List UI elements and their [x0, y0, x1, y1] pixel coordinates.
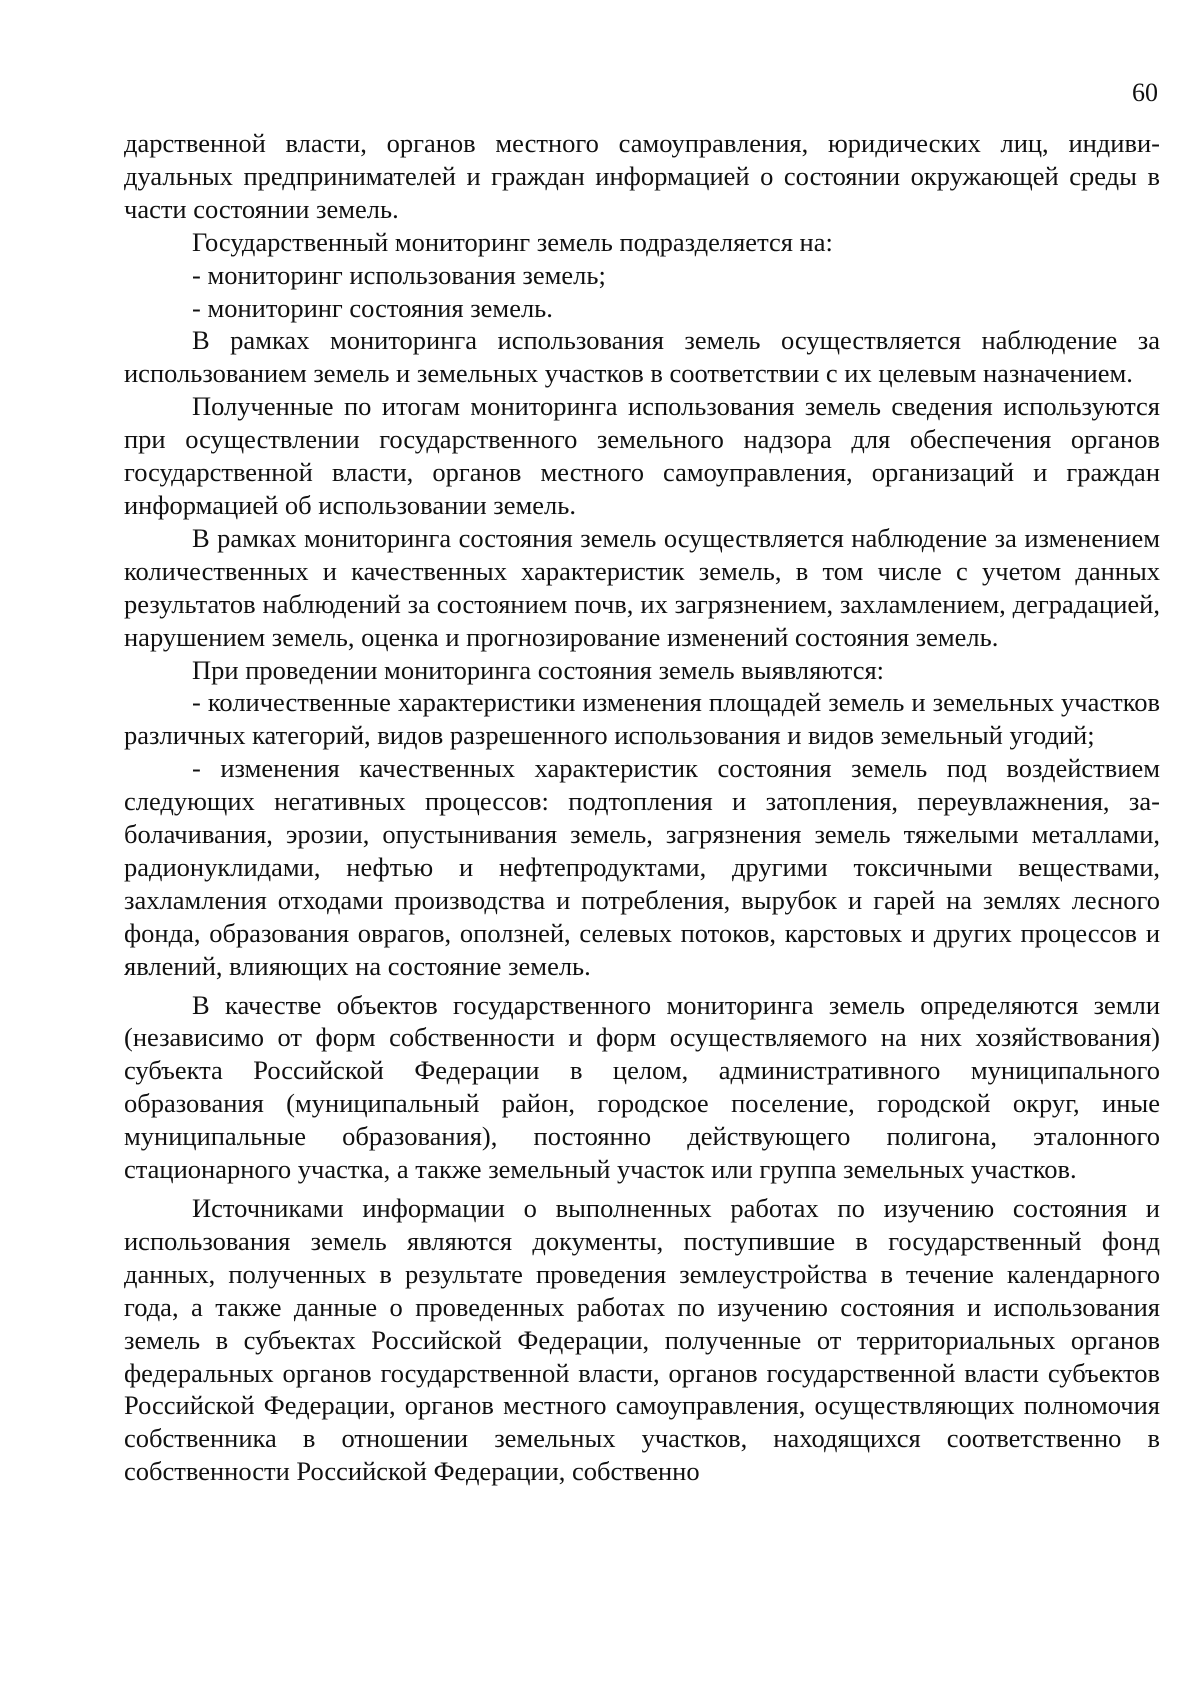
paragraph-usage-results: Полученные по итогам мониторинга использования земель сведения используются при осуществлении государственного земельного надзора для обеспечения органов государственной власти, органов местного самоуправления, организаций и граждан информацией об использовании земель.: [124, 391, 1160, 520]
list-item-state-monitoring: - мониторинг состояния земель.: [192, 292, 553, 323]
list-item-qualitative: - изменения качественных характеристик состояния земель под воздействием следующих негативных процессов: подтопления и затопления, переувлажнения, заболачивания, эрозии, опустынивания земель, загрязнения земель тяжелыми металлами, радионуклидами, нефтью и нефтепродуктами, другими токсичными веществами, захламления отходами производства и потребления, вырубок и гарей на землях лесного фонда, образования оврагов, оползней, селевых потоков, карстовых и других процессов и явлений, влияющих на состояние земель.: [124, 753, 1160, 981]
document-body: [124, 127, 1160, 1488]
paragraph-continuation: дарственной власти, органов местного самоуправления, юридических лиц, индивидуальных предпринимателей и граждан информацией о состоянии окружающей среды в части состоянии земель.: [124, 128, 1160, 224]
page-number: 60: [1132, 78, 1158, 107]
paragraph-monitoring-objects: В качестве объектов государственного мониторинга земель определяются земли (независимо от форм собственности и форм осуществляемого на них хозяйствования) субъекта Российской Федерации в целом, административного муниципального образования (муниципальный район, городское поселение, городской округ, иные муниципальные образования), постоянно действующего полигона, эталонного стационарного участка, а также земельный участок или группа земельных участков.: [124, 989, 1160, 1185]
paragraph-state-findings-intro: При проведении мониторинга состояния земель выявляются:: [192, 654, 885, 685]
paragraph-state-monitoring: В рамках мониторинга состояния земель осуществляется наблюдение за изменением количественных и качественных характеристик земель, в том числе с учетом данных результатов наблюдений за состоянием почв, их загрязнением, захламлением, деградацией, нарушением земель, оценка и прогнозирование изменений состояния земель.: [124, 522, 1160, 652]
paragraph-usage-monitoring: В рамках мониторинга использования земель осуществляется наблюдение за использованием земель и земельных участков в соответствии с их целевым назначением.: [124, 325, 1160, 389]
paragraph-monitoring-types-intro: Государственный мониторинг земель подразделяется на:: [192, 226, 833, 257]
paragraph-information-sources: Источниками информации о выполненных работах по изучению состояния и использования земель являются документы, поступившие в государственный фонд данных, полученных в результате проведения землеустройства в течение календарного года, а также данные о проведенных работах по изучению состояния и использования земель в субъектах Российской Федерации, полученные от территориальных органов федеральных органов государственной власти, органов государственной власти субъектов Российской Федерации, органов местного самоуправления, осуществляющих полномочия собственника в отношении земельных участков, находящихся соответственно в собственности Российской Федерации, собственно: [124, 1193, 1160, 1487]
list-item-usage-monitoring: - мониторинг использования земель;: [192, 259, 606, 290]
list-item-quantitative: - количественные характеристики изменения площадей земель и земельных участков различных категорий, видов разрешенного использования и видов земельный угодий;: [124, 687, 1160, 751]
